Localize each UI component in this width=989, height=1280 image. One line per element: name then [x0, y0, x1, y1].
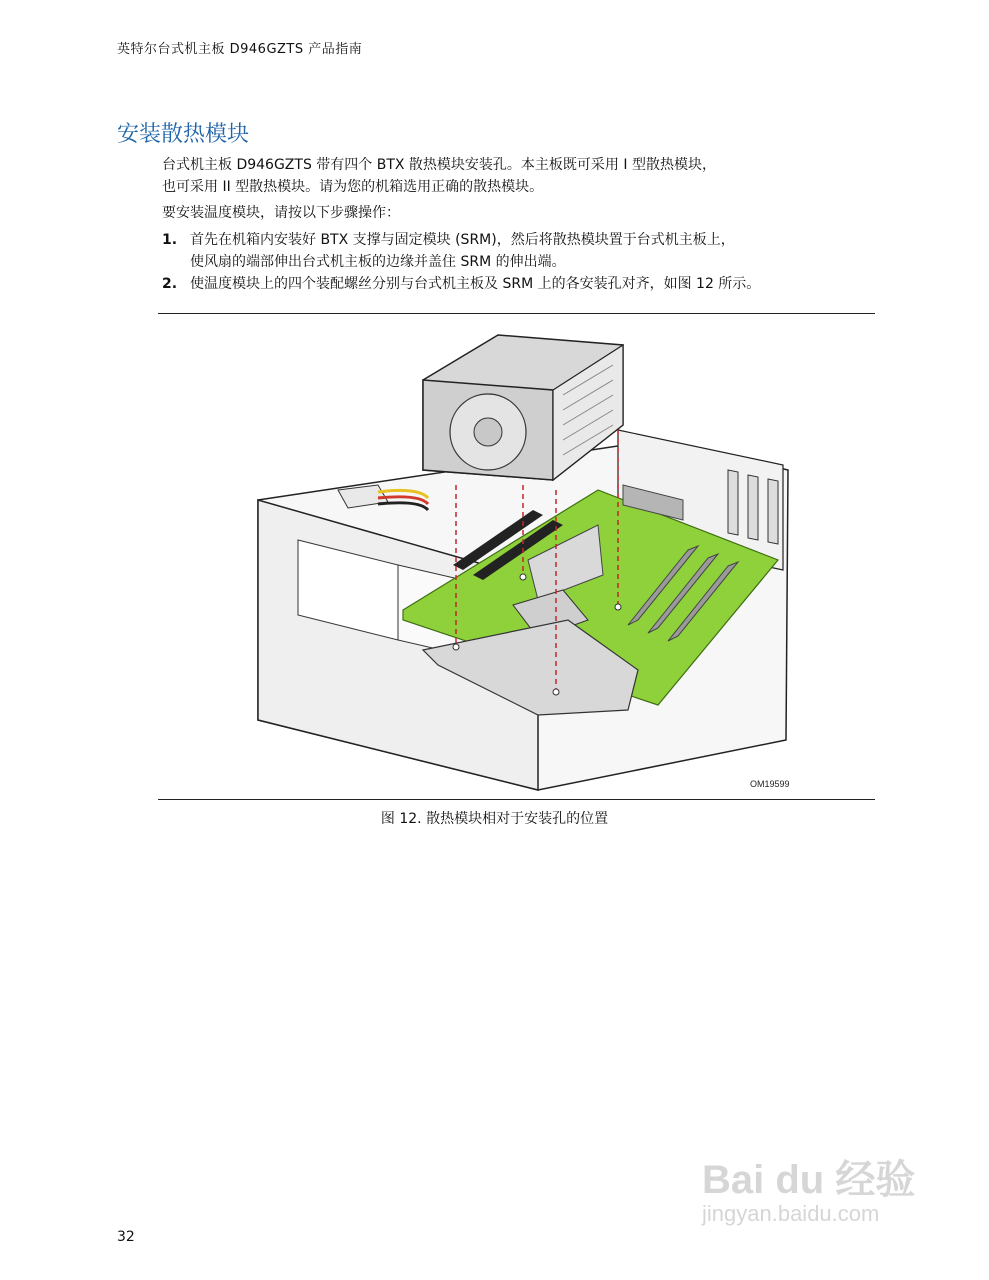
- figure-caption: 图 12. 散热模块相对于安装孔的位置: [380, 811, 609, 827]
- page-header: 英特尔台式机主板 D946GZTS 产品指南: [117, 42, 363, 57]
- heatsink-installation-figure: [238, 320, 798, 795]
- watermark-url: jingyan.baidu.com: [702, 1201, 880, 1226]
- intro-line-2: 也可采用 II 型散热模块。请为您的机箱选用正确的散热模块。: [162, 179, 544, 195]
- fan-hub: [474, 418, 502, 446]
- expansion-slot-cover: [728, 470, 738, 535]
- expansion-slot-cover: [768, 479, 778, 544]
- step-number: 1.: [162, 232, 178, 248]
- figure-bottom-rule: [158, 799, 875, 800]
- expansion-slot-cover: [748, 475, 758, 540]
- figure-top-rule: [158, 313, 875, 314]
- steps-intro: 要安装温度模块，请按以下步骤操作：: [162, 205, 400, 221]
- mounting-hole: [520, 574, 526, 580]
- watermark: [702, 1148, 915, 1227]
- figure-code: OM19599: [750, 779, 790, 789]
- step-1-line-1: 首先在机箱内安装好 BTX 支撑与固定模块 (SRM)，然后将散热模块置于台式机主板上，: [190, 232, 735, 248]
- step-1-line-2: 使风扇的端部伸出台式机主板的边缘并盖住 SRM 的伸出端。: [190, 254, 566, 270]
- section-title: 安装散热模块: [117, 122, 250, 147]
- step-number: 2.: [162, 276, 178, 292]
- intro-line-1: 台式机主板 D946GZTS 带有四个 BTX 散热模块安装孔。本主板既可采用 I 型散热模块，: [162, 157, 716, 173]
- watermark-brand: Bai du 经验: [702, 1158, 916, 1202]
- step-2-line-1: 使温度模块上的四个装配螺丝分别与台式机主板及 SRM 上的各安装孔对齐，如图 12 所示。: [190, 276, 761, 292]
- mounting-hole: [453, 644, 459, 650]
- page-number: 32: [117, 1229, 135, 1245]
- mounting-hole: [553, 689, 559, 695]
- mounting-hole: [615, 604, 621, 610]
